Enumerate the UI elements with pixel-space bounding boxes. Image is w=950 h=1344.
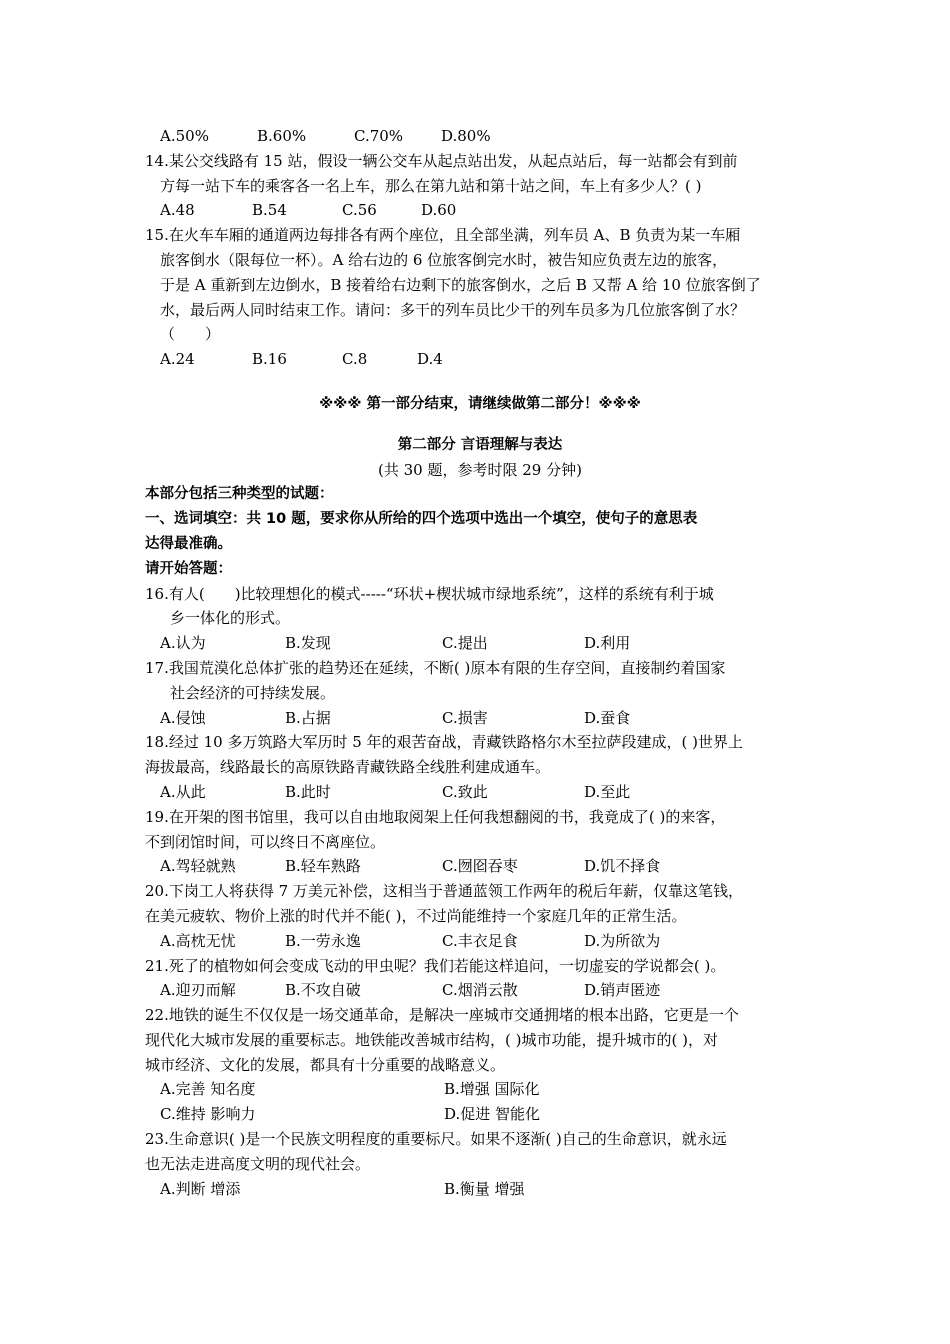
q23-line-1: 23.生命意识( )是一个民族文明程度的重要标尺。如果不逐渐( )自己的生命意识，就永远	[145, 1130, 727, 1149]
q15-line-3: 于是 A 重新到左边倒水，B 接着给右边剩下的旅客倒水，之后 B 又帮 A 给 10 位旅客倒了	[160, 275, 761, 294]
q19-line-2: 不到闭馆时间，可以终日不离座位。	[145, 832, 386, 851]
part2-subtitle: (共 30 题，参考时限 29 分钟)	[378, 460, 582, 479]
q14-options	[145, 198, 815, 223]
q17-option-b: B.占据	[285, 708, 331, 727]
q16-line-2: 乡一体化的形式。	[170, 609, 291, 628]
section1-line-1: 一、选词填空：共 10 题，要求你从所给的四个选项中选出一个填空，使句子的意思表	[145, 511, 698, 528]
q16-option-b: B.发现	[285, 634, 331, 653]
part2-title: 第二部分 言语理解与表达	[397, 436, 563, 453]
q18-option-a: A.从此	[160, 782, 206, 801]
q19-option-c: C.囫囵吞枣	[442, 857, 518, 876]
q23-option-a: A.判断 增添	[160, 1179, 241, 1198]
q15-option-a: A.24	[160, 350, 195, 369]
q20-options	[145, 929, 815, 954]
q17-line-1: 17.我国荒漠化总体扩张的趋势还在延续，不断( )原本有限的生存空间，直接制约着国家	[145, 658, 726, 677]
q15-line-5: （ ）	[160, 325, 221, 344]
q16-option-c: C.提出	[442, 634, 488, 653]
q21-option-c: C.烟消云散	[442, 981, 518, 1000]
q19-option-b: B.轻车熟路	[285, 857, 361, 876]
q21-line-1: 21.死了的植物如何会变成飞动的甲虫呢？我们若能这样追问，一切虚妄的学说都会( )。	[145, 956, 726, 975]
q14-line-2: 方每一站下车的乘客各一名上车，那么在第九站和第十站之间，车上有多少人？( )	[160, 176, 702, 195]
q18-option-c: C.致此	[442, 782, 488, 801]
q16-option-d: D.利用	[584, 634, 631, 653]
q13-option-c: C.70%	[354, 127, 404, 145]
q21-option-b: B.不攻自破	[285, 981, 361, 1000]
part2-intro: 本部分包括三种类型的试题：	[145, 486, 334, 503]
start-answering: 请开始答题：	[145, 560, 232, 577]
q21-option-a: A.迎刃而解	[160, 981, 236, 1000]
q17-option-c: C.损害	[442, 708, 488, 727]
q22-option-a: A.完善 知名度	[160, 1080, 256, 1099]
q15-option-c: C.8	[342, 350, 368, 369]
q22-option-c: C.维持 影响力	[160, 1105, 256, 1124]
exam-page	[145, 124, 815, 1201]
part1-end-notice: ※※※ 第一部分结束，请继续做第二部分！※※※	[319, 395, 641, 412]
q15-option-b: B.16	[252, 350, 287, 369]
q20-line-1: 20.下岗工人将获得 7 万美元补偿，这相当于普通蓝领工作两年的税后年薪，仅靠这笔钱，	[145, 882, 743, 901]
q22-line-2: 现代化大城市发展的重要标志。地铁能改善城市结构，( )城市功能，提升城市的( )，对	[145, 1030, 718, 1049]
q13-option-a: A.50%	[160, 127, 209, 145]
q18-line-2: 海拔最高，线路最长的高原铁路青藏铁路全线胜利建成通车。	[145, 758, 551, 777]
q22-option-b: B.增强 国际化	[444, 1080, 540, 1099]
q15-options	[145, 347, 815, 372]
q15-option-d: D.4	[417, 350, 443, 369]
q18-line-1: 18.经过 10 多万筑路大军历时 5 年的艰苦奋战，青藏铁路格尔木至拉萨段建成，( )世界上	[145, 733, 744, 752]
q20-option-c: C.丰衣足食	[442, 931, 518, 950]
q22-line-3: 城市经济、文化的发展，都具有十分重要的战略意义。	[145, 1055, 506, 1074]
q22-options-row-1	[145, 1077, 815, 1102]
q17-line-2: 社会经济的可持续发展。	[170, 683, 336, 702]
q14-option-a: A.48	[160, 201, 195, 220]
q18-option-d: D.至此	[584, 782, 631, 801]
q18-options	[145, 780, 815, 805]
q20-line-2: 在美元疲软、物价上涨的时代并不能( )，不过尚能维持一个家庭几年的正常生活。	[145, 906, 687, 925]
q14-line-1: 14.某公交线路有 15 站，假设一辆公交车从起点站出发，从起点站后，每一站都会有到前	[145, 151, 738, 170]
q14-option-d: D.60	[421, 201, 457, 220]
q13-options	[145, 124, 815, 149]
q20-option-a: A.高枕无忧	[160, 931, 236, 950]
q21-options	[145, 978, 815, 1003]
q21-option-d: D.销声匿迹	[584, 981, 661, 1000]
q20-option-d: D.为所欲为	[584, 931, 661, 950]
q14-option-b: B.54	[252, 201, 287, 220]
q17-options	[145, 706, 815, 731]
q23-options-row-1	[145, 1177, 815, 1202]
q16-options	[145, 631, 815, 656]
q13-option-b: B.60%	[257, 127, 307, 145]
q22-option-d: D.促进 智能化	[444, 1105, 541, 1124]
q19-option-d: D.饥不择食	[584, 857, 661, 876]
q15-line-4: 水，最后两人同时结束工作。请问：多干的列车员比少干的列车员多为几位旅客倒了水？	[160, 300, 746, 319]
q23-line-2: 也无法走进高度文明的现代社会。	[145, 1154, 371, 1173]
q18-option-b: B.此时	[285, 782, 331, 801]
q19-option-a: A.驾轻就熟	[160, 857, 236, 876]
q15-line-1: 15.在火车车厢的通道两边每排各有两个座位，且全部坐满，列车员 A、B 负责为某一车厢	[145, 226, 741, 245]
q13-option-d: D.80%	[441, 127, 491, 145]
q17-option-d: D.蚕食	[584, 708, 631, 727]
q14-option-c: C.56	[342, 201, 377, 220]
q16-option-a: A.认为	[160, 634, 206, 653]
q23-option-b: B.衡量 增强	[444, 1179, 525, 1198]
q17-option-a: A.侵蚀	[160, 708, 206, 727]
q22-line-1: 22.地铁的诞生不仅仅是一场交通革命，是解决一座城市交通拥堵的根本出路，它更是一个	[145, 1006, 739, 1025]
q15-line-2: 旅客倒水（限每位一杯）。A 给右边的 6 位旅客倒完水时，被告知应负责左边的旅客，	[160, 250, 728, 269]
section1-line-2: 达得最准确。	[145, 535, 232, 552]
q22-options-row-2	[145, 1102, 815, 1127]
q16-line-1: 16.有人( )比较理想化的模式-----“环状+楔状城市绿地系统”，这样的系统有利于城	[145, 584, 714, 603]
q19-line-1: 19.在开架的图书馆里，我可以自由地取阅架上任何我想翻阅的书，我竟成了( )的来客，	[145, 807, 726, 826]
q20-option-b: B.一劳永逸	[285, 931, 361, 950]
q19-options	[145, 854, 815, 879]
